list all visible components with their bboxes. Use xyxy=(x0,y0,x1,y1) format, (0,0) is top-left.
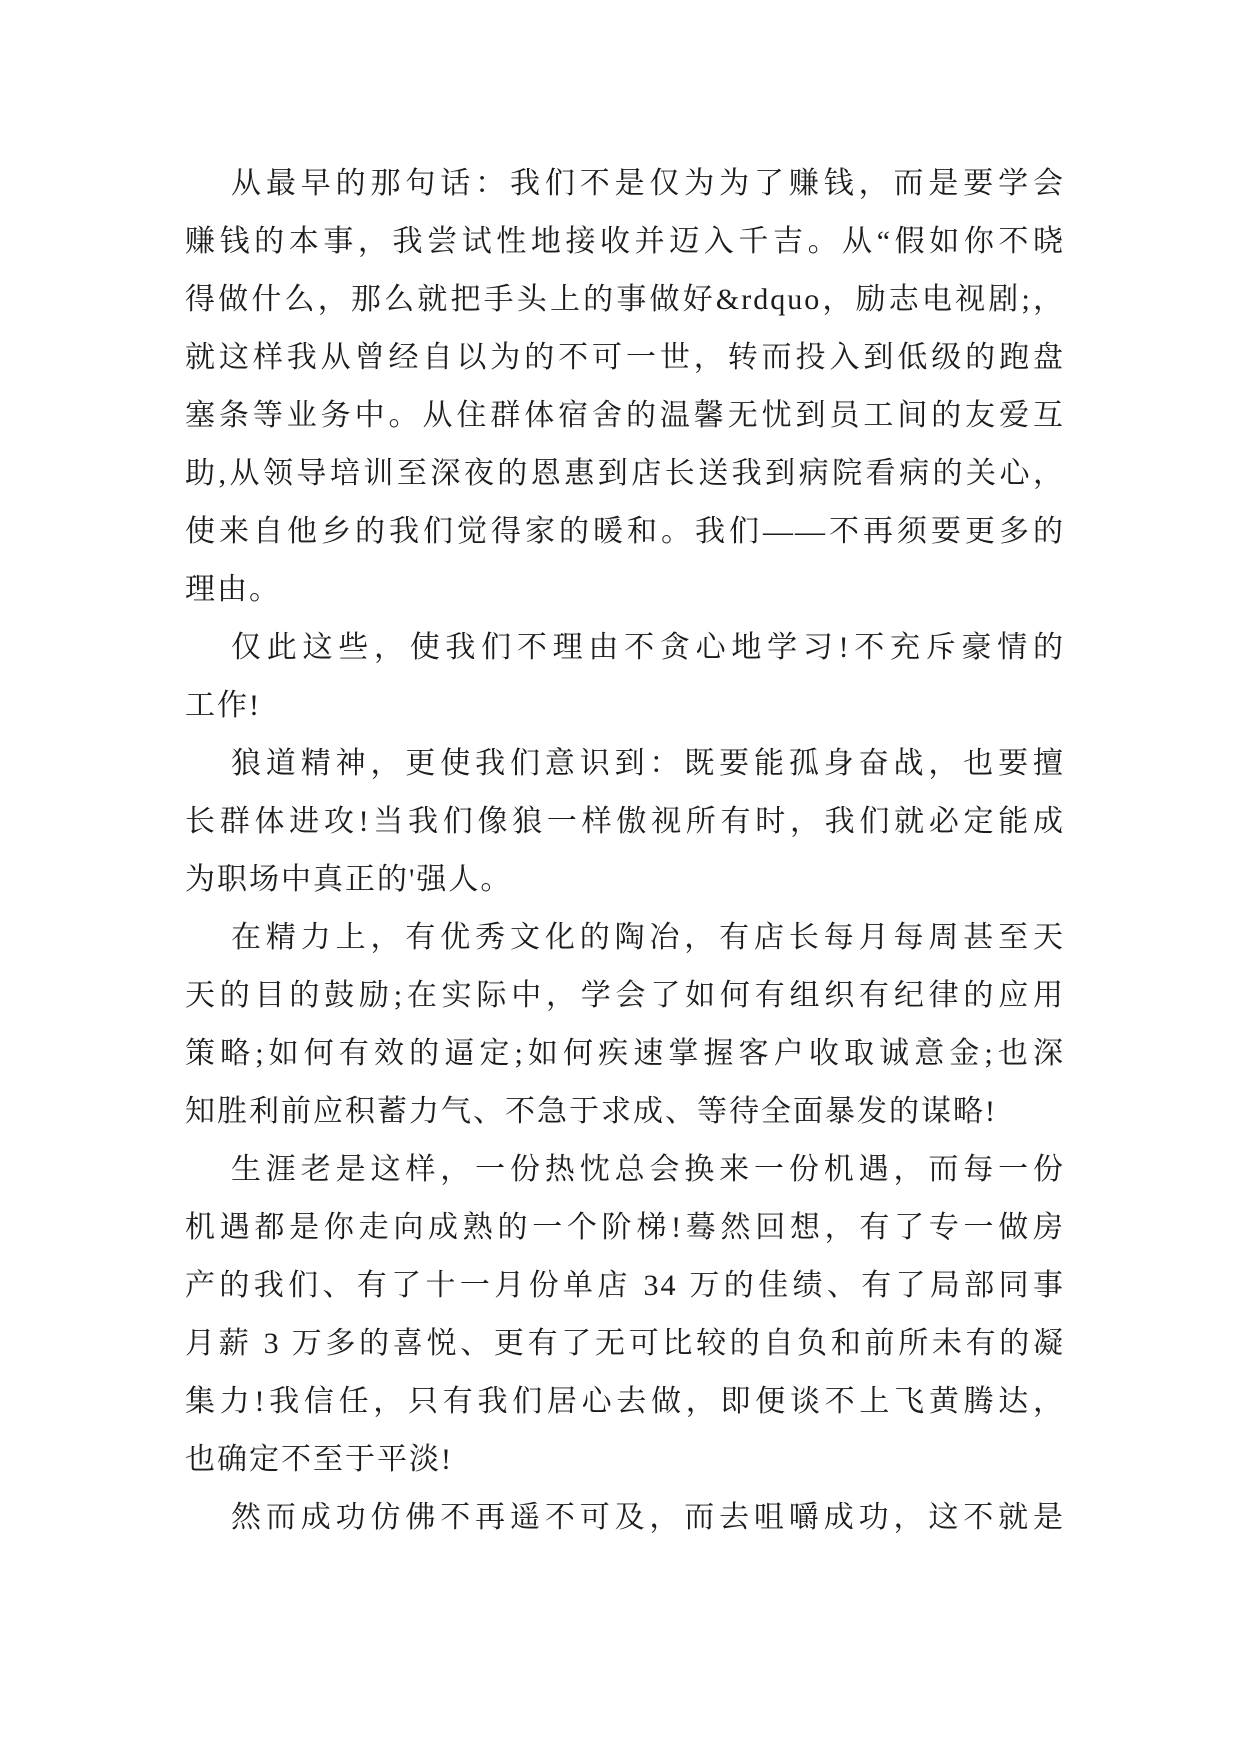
text-line: 工作! xyxy=(185,689,261,722)
text-line: 在精力上，有优秀文化的陶冶，有店长每月每周甚至天 xyxy=(231,921,1065,954)
text-line: 生涯老是这样，一份热忱总会换来一份机遇，而每一份 xyxy=(231,1153,1065,1186)
text-line: 赚钱的本事，我尝试性地接收并迈入千吉。从“假如你不晓 xyxy=(185,225,1065,258)
text-line: 狼道精神，更使我们意识到：既要能孤身奋战，也要擅 xyxy=(231,747,1065,780)
text-line: 塞条等业务中。从住群体宿舍的温馨无忧到员工间的友爱互 xyxy=(185,399,1065,432)
text-line: 使来自他乡的我们觉得家的暖和。我们——不再须要更多的 xyxy=(185,515,1065,548)
text-line: 得做什么，那么就把手头上的事做好&rdquo，励志电视剧;， xyxy=(185,283,1065,316)
text-line: 从最早的那句话：我们不是仅为为了赚钱，而是要学会 xyxy=(231,167,1065,200)
text-line: 机遇都是你走向成熟的一个阶梯!蓦然回想，有了专一做房 xyxy=(185,1211,1065,1244)
text-line: 为职场中真正的'强人。 xyxy=(185,863,513,896)
text-line: 策略;如何有效的逼定;如何疾速掌握客户收取诚意金;也深 xyxy=(185,1037,1065,1070)
document-body xyxy=(185,155,1065,1547)
text-line: 助,从领导培训至深夜的恩惠到店长送我到病院看病的关心， xyxy=(185,457,1065,490)
text-line: 就这样我从曾经自以为的不可一世，转而投入到低级的跑盘 xyxy=(185,341,1065,374)
text-line: 仅此这些，使我们不理由不贪心地学习!不充斥豪情的 xyxy=(231,631,1065,664)
text-line: 月薪 3 万多的喜悦、更有了无可比较的自负和前所未有的凝 xyxy=(185,1327,1065,1360)
text-line: 长群体进攻!当我们像狼一样傲视所有时，我们就必定能成 xyxy=(185,805,1065,838)
text-line: 也确定不至于平淡! xyxy=(185,1443,453,1476)
text-line: 天的目的鼓励;在实际中，学会了如何有组织有纪律的应用 xyxy=(185,979,1065,1012)
text-line: 知胜利前应积蓄力气、不急于求成、等待全面暴发的谋略! xyxy=(185,1095,997,1128)
text-line: 集力!我信任，只有我们居心去做，即便谈不上飞黄腾达， xyxy=(185,1385,1065,1418)
text-line: 理由。 xyxy=(185,573,281,606)
text-line: 然而成功仿佛不再遥不可及，而去咀嚼成功，这不就是 xyxy=(231,1501,1065,1534)
text-line: 产的我们、有了十一月份单店 34 万的佳绩、有了局部同事 xyxy=(185,1269,1065,1302)
